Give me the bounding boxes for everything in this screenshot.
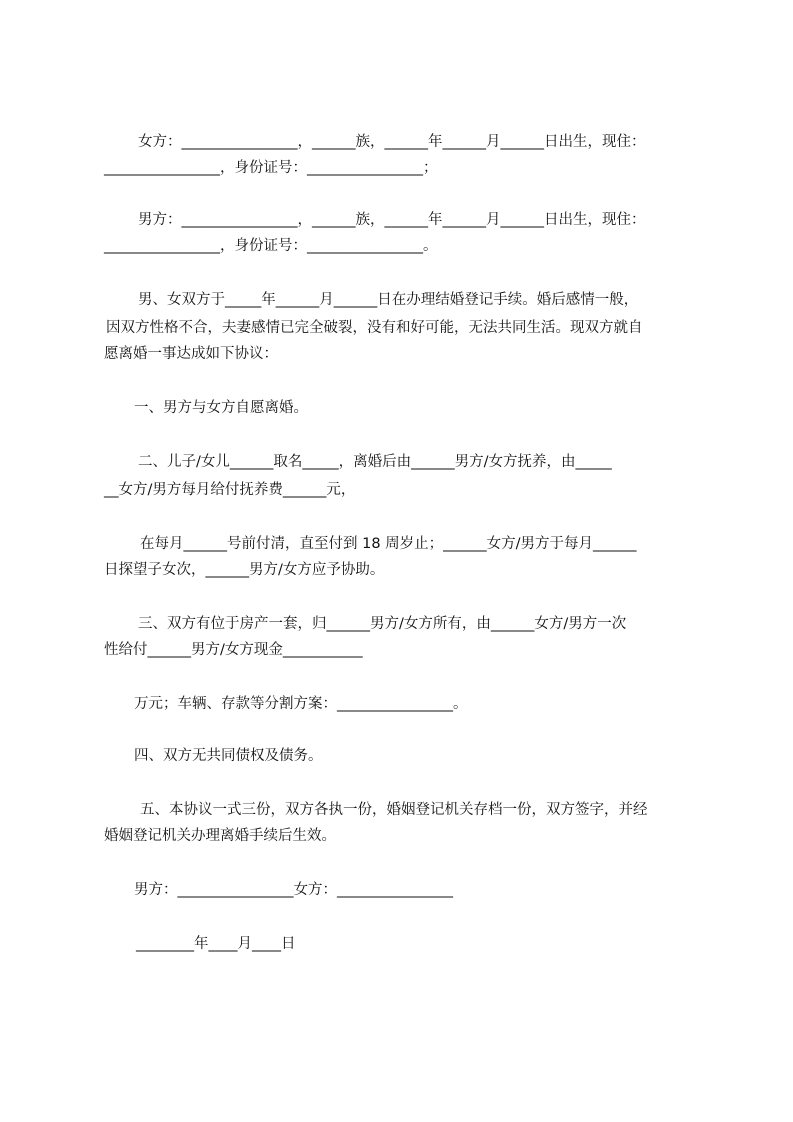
- male-party-line-2: ________________，身份证号：________________。: [104, 238, 438, 254]
- clause-2b-line-1: 在每月______号前付清，直至付到 18 周岁止；______女方/男方于每月______: [140, 536, 637, 552]
- clause-3-line-2: 性给付______男方/女方现金___________: [104, 642, 363, 658]
- clause-4: 四、双方无共同债权及债务。: [134, 748, 323, 764]
- clause-2b-line-2: 日探望子女次，______男方/女方应予协助。: [104, 562, 385, 578]
- clause-5-line-1: 五、本协议一式三份，双方各执一份，婚姻登记机关存档一份，双方签字，并经: [140, 802, 648, 818]
- intro-line-1: 男、女双方于_____年______月______日在办理结婚登记手续。婚后感情一般，: [138, 292, 639, 308]
- intro-line-3: 愿离婚一事达成如下协议：: [104, 346, 278, 362]
- clause-3b: 万元；车辆、存款等分割方案：________________。: [134, 696, 468, 712]
- male-party-line-1: 男方：________________，______族，______年______月______日出生，现住：: [138, 212, 646, 228]
- date-line: ________年____月____日: [136, 936, 296, 952]
- female-party-line-2: ________________，身份证号：________________；: [104, 160, 438, 176]
- clause-5-line-2: 婚姻登记机关办理离婚手续后生效。: [104, 828, 336, 844]
- clause-3-line-1: 三、双方有位于房产一套，归______男方/女方所有，由______女方/男方一次: [138, 616, 627, 632]
- female-party-line-1: 女方：________________，______族，______年______月______日出生，现住：: [138, 134, 646, 150]
- clause-1: 一、男方与女方自愿离婚。: [134, 400, 308, 416]
- clause-2-line-1: 二、儿子/女儿______取名_____，离婚后由______男方/女方抚养，由_____: [138, 454, 612, 470]
- signature-line: 男方：________________女方：________________: [134, 882, 453, 898]
- clause-2-line-2: __女方/男方每月给付抚养费______元，: [104, 482, 356, 498]
- intro-line-2: 因双方性格不合，夫妻感情已完全破裂，没有和好可能，无法共同生活。现双方就自: [106, 320, 643, 336]
